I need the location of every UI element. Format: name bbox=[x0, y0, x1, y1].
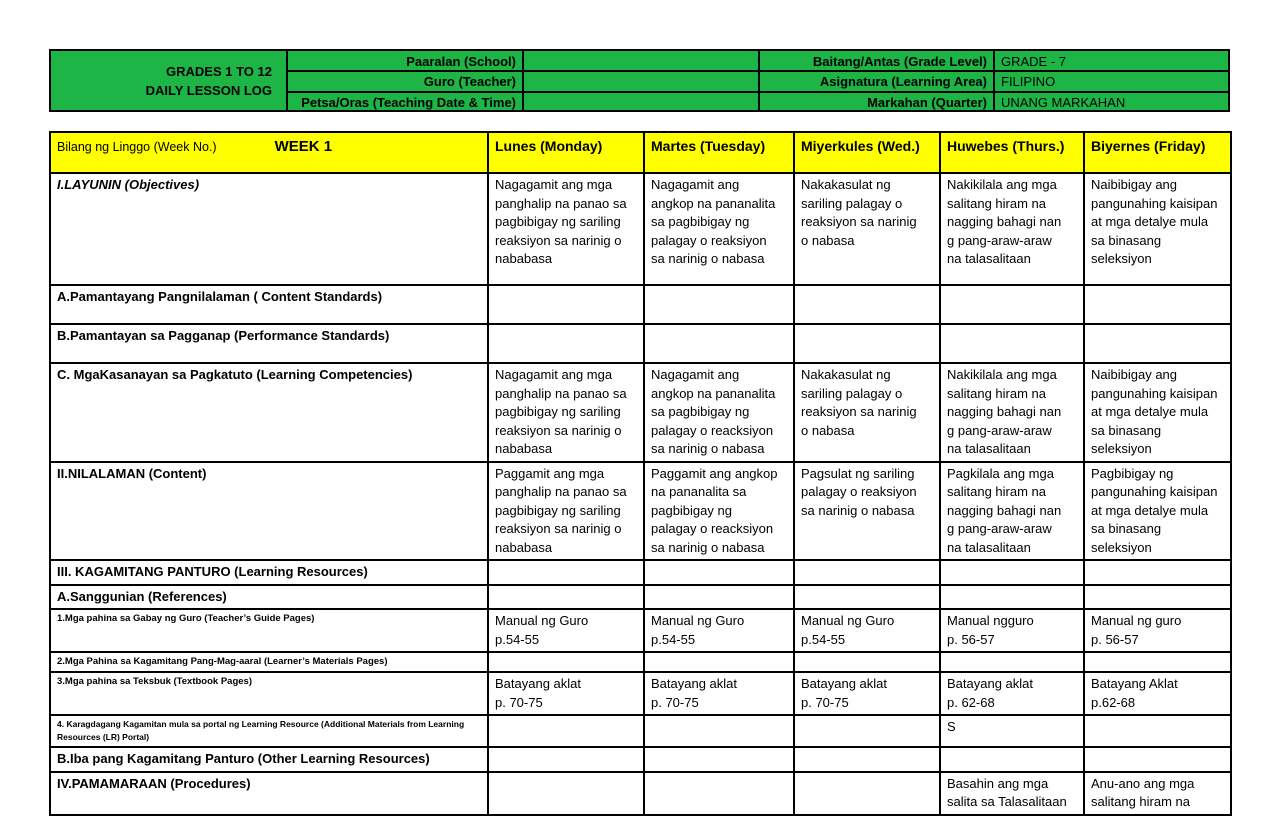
cell-wednesday[interactable] bbox=[794, 772, 940, 815]
cell-wednesday[interactable] bbox=[794, 747, 940, 772]
cell-wednesday[interactable] bbox=[794, 324, 940, 363]
cell-wednesday[interactable] bbox=[794, 560, 940, 585]
row-label: III. KAGAMITANG PANTURO (Learning Resources) bbox=[50, 560, 488, 585]
learning-area-field[interactable]: FILIPINO bbox=[1001, 74, 1056, 89]
grade-level-label: Baitang/Antas (Grade Level) bbox=[812, 54, 987, 69]
table-row bbox=[50, 585, 1231, 610]
row-label: 4. Karagdagang Kagamitan mula sa portal ng Learning Resource (Additional Materials from Learning Resources (LR) Portal) bbox=[50, 715, 488, 747]
cell-friday[interactable] bbox=[1084, 324, 1231, 363]
cell-thursday[interactable]: Nakikilala ang mga salitang hiram na nagging bahagi nan g pang-araw-araw na talasalitaan bbox=[940, 173, 1084, 285]
cell-wednesday[interactable]: Nakakasulat ng sariling palagay o reaksiyon sa narinig o nabasa bbox=[794, 173, 940, 285]
cell-friday[interactable]: Batayang Aklat p.62-68 bbox=[1084, 672, 1231, 715]
week-row bbox=[50, 132, 1231, 173]
header-title-line2: DAILY LESSON LOG bbox=[145, 82, 272, 98]
row-label: C. MgaKasanayan sa Pagkatuto (Learning Competencies) bbox=[50, 363, 488, 462]
school-label: Paaralan (School) bbox=[406, 54, 516, 69]
cell-friday[interactable] bbox=[1084, 285, 1231, 324]
cell-friday[interactable] bbox=[1084, 560, 1231, 585]
cell-wednesday[interactable] bbox=[794, 585, 940, 610]
cell-monday[interactable] bbox=[488, 324, 644, 363]
header-divider bbox=[522, 51, 524, 110]
cell-thursday[interactable]: Manual ngguro p. 56-57 bbox=[940, 609, 1084, 652]
table-row bbox=[50, 672, 1231, 715]
day-header-wednesday: Miyerkules (Wed.) bbox=[794, 132, 940, 173]
cell-monday[interactable]: Paggamit ang mga panghalip na panao sa pagbibigay ng sariling reaksiyon sa narinig o nababasa bbox=[488, 462, 644, 561]
cell-friday[interactable] bbox=[1084, 747, 1231, 772]
cell-monday[interactable]: Nagagamit ang mga panghalip na panao sa pagbibigay ng sariling reaksiyon sa narinig o nababasa bbox=[488, 173, 644, 285]
cell-thursday[interactable] bbox=[940, 652, 1084, 672]
day-header-monday: Lunes (Monday) bbox=[488, 132, 644, 173]
header-title bbox=[51, 51, 288, 110]
cell-thursday[interactable] bbox=[940, 285, 1084, 324]
cell-thursday[interactable] bbox=[940, 560, 1084, 585]
cell-thursday[interactable] bbox=[940, 585, 1084, 610]
table-row bbox=[50, 652, 1231, 672]
cell-thursday[interactable]: Basahin ang mga salita sa Talasalitaan bbox=[940, 772, 1084, 815]
cell-tuesday[interactable] bbox=[644, 585, 794, 610]
cell-tuesday[interactable] bbox=[644, 652, 794, 672]
cell-monday[interactable] bbox=[488, 715, 644, 747]
cell-monday[interactable] bbox=[488, 772, 644, 815]
table-row bbox=[50, 173, 1231, 285]
cell-thursday[interactable]: S bbox=[940, 715, 1084, 747]
row-label: 1.Mga pahina sa Gabay ng Guro (Teacher’s Guide Pages) bbox=[50, 609, 488, 652]
table-row bbox=[50, 462, 1231, 561]
cell-thursday[interactable]: Batayang aklat p. 62-68 bbox=[940, 672, 1084, 715]
cell-thursday[interactable]: Pagkilala ang mga salitang hiram na nagging bahagi nan g pang-araw-araw na talasalitaan bbox=[940, 462, 1084, 561]
cell-monday[interactable] bbox=[488, 285, 644, 324]
row-label: IV.PAMAMARAAN (Procedures) bbox=[50, 772, 488, 815]
cell-tuesday[interactable] bbox=[644, 772, 794, 815]
grade-level-field[interactable]: GRADE - 7 bbox=[1001, 54, 1067, 69]
cell-monday[interactable] bbox=[488, 585, 644, 610]
row-label: A.Sanggunian (References) bbox=[50, 585, 488, 610]
cell-monday[interactable]: Manual ng Guro p.54-55 bbox=[488, 609, 644, 652]
cell-tuesday[interactable]: Paggamit ang angkop na pananalita sa pagbibigay ng palagay o reacksiyon sa narinig o nabasa bbox=[644, 462, 794, 561]
table-row bbox=[50, 715, 1231, 747]
cell-friday[interactable]: Anu-ano ang mga salitang hiram na bbox=[1084, 772, 1231, 815]
table-row bbox=[50, 285, 1231, 324]
table-row bbox=[50, 560, 1231, 585]
week-number: WEEK 1 bbox=[274, 138, 333, 155]
cell-wednesday[interactable]: Pagsulat ng sariling palagay o reaksiyon sa narinig o nabasa bbox=[794, 462, 940, 561]
row-label: B.Iba pang Kagamitang Panturo (Other Learning Resources) bbox=[50, 747, 488, 772]
cell-thursday[interactable] bbox=[940, 324, 1084, 363]
cell-thursday[interactable] bbox=[940, 747, 1084, 772]
cell-wednesday[interactable]: Nakakasulat ng sariling palagay o reaksiyon sa narinig o nabasa bbox=[794, 363, 940, 462]
quarter-label: Markahan (Quarter) bbox=[867, 95, 987, 110]
day-header-thursday: Huwebes (Thurs.) bbox=[940, 132, 1084, 173]
cell-monday[interactable] bbox=[488, 560, 644, 585]
cell-tuesday[interactable]: Batayang aklat p. 70-75 bbox=[644, 672, 794, 715]
cell-wednesday[interactable]: Batayang aklat p. 70-75 bbox=[794, 672, 940, 715]
cell-tuesday[interactable]: Nagagamit ang angkop na pananalita sa pagbibigay ng palagay o reacksiyon sa narinig o nabasa bbox=[644, 363, 794, 462]
cell-wednesday[interactable] bbox=[794, 652, 940, 672]
cell-tuesday[interactable] bbox=[644, 560, 794, 585]
cell-friday[interactable]: Pagbibigay ng pangunahing kaisipan at mga detalye mula sa binasang seleksiyon bbox=[1084, 462, 1231, 561]
cell-wednesday[interactable] bbox=[794, 285, 940, 324]
table-row bbox=[50, 324, 1231, 363]
teacher-label: Guro (Teacher) bbox=[423, 74, 516, 89]
table-row bbox=[50, 609, 1231, 652]
lesson-log-table bbox=[49, 131, 1232, 816]
cell-friday[interactable]: Naibibigay ang pangunahing kaisipan at mga detalye mula sa binasang seleksiyon bbox=[1084, 173, 1231, 285]
quarter-field[interactable]: UNANG MARKAHAN bbox=[1001, 95, 1126, 110]
cell-tuesday[interactable] bbox=[644, 324, 794, 363]
table-row bbox=[50, 772, 1231, 815]
cell-friday[interactable] bbox=[1084, 652, 1231, 672]
learning-area-label: Asignatura (Learning Area) bbox=[819, 74, 987, 89]
day-header-friday: Biyernes (Friday) bbox=[1084, 132, 1231, 173]
cell-monday[interactable]: Batayang aklat p. 70-75 bbox=[488, 672, 644, 715]
day-header-tuesday: Martes (Tuesday) bbox=[644, 132, 794, 173]
cell-monday[interactable]: Nagagamit ang mga panghalip na panao sa pagbibigay ng sariling reaksiyon sa narinig o nababasa bbox=[488, 363, 644, 462]
header-title-line1: GRADES 1 TO 12 bbox=[166, 63, 272, 79]
cell-tuesday[interactable] bbox=[644, 747, 794, 772]
lesson-log-header bbox=[49, 49, 1230, 112]
cell-tuesday[interactable]: Nagagamit ang angkop na pananalita sa pagbibigay ng palagay o reaksiyon sa narinig o nabasa bbox=[644, 173, 794, 285]
cell-wednesday[interactable]: Manual ng Guro p.54-55 bbox=[794, 609, 940, 652]
week-cell bbox=[50, 132, 488, 173]
cell-friday[interactable] bbox=[1084, 585, 1231, 610]
cell-thursday[interactable]: Nakikilala ang mga salitang hiram na nagging bahagi nan g pang-araw-araw na talasalitaan bbox=[940, 363, 1084, 462]
cell-friday[interactable]: Manual ng guro p. 56-57 bbox=[1084, 609, 1231, 652]
cell-friday[interactable]: Naibibigay ang pangunahing kaisipan at mga detalye mula sa binasang seleksiyon bbox=[1084, 363, 1231, 462]
cell-monday[interactable] bbox=[488, 747, 644, 772]
row-label: II.NILALAMAN (Content) bbox=[50, 462, 488, 561]
table-row bbox=[50, 363, 1231, 462]
table-row bbox=[50, 747, 1231, 772]
cell-tuesday[interactable] bbox=[644, 285, 794, 324]
cell-wednesday[interactable] bbox=[794, 715, 940, 747]
row-label: B.Pamantayan sa Pagganap (Performance Standards) bbox=[50, 324, 488, 363]
teaching-date-label: Petsa/Oras (Teaching Date & Time) bbox=[301, 95, 516, 110]
week-label: Bilang ng Linggo (Week No.) bbox=[57, 140, 217, 154]
row-label: A.Pamantayang Pangnilalaman ( Content Standards) bbox=[50, 285, 488, 324]
cell-friday[interactable] bbox=[1084, 715, 1231, 747]
cell-tuesday[interactable]: Manual ng Guro p.54-55 bbox=[644, 609, 794, 652]
row-label: 2.Mga Pahina sa Kagamitang Pang-Mag-aaral (Learner’s Materials Pages) bbox=[50, 652, 488, 672]
row-label: I.LAYUNIN (Objectives) bbox=[50, 173, 488, 285]
row-label: 3.Mga pahina sa Teksbuk (Textbook Pages) bbox=[50, 672, 488, 715]
cell-monday[interactable] bbox=[488, 652, 644, 672]
cell-tuesday[interactable] bbox=[644, 715, 794, 747]
